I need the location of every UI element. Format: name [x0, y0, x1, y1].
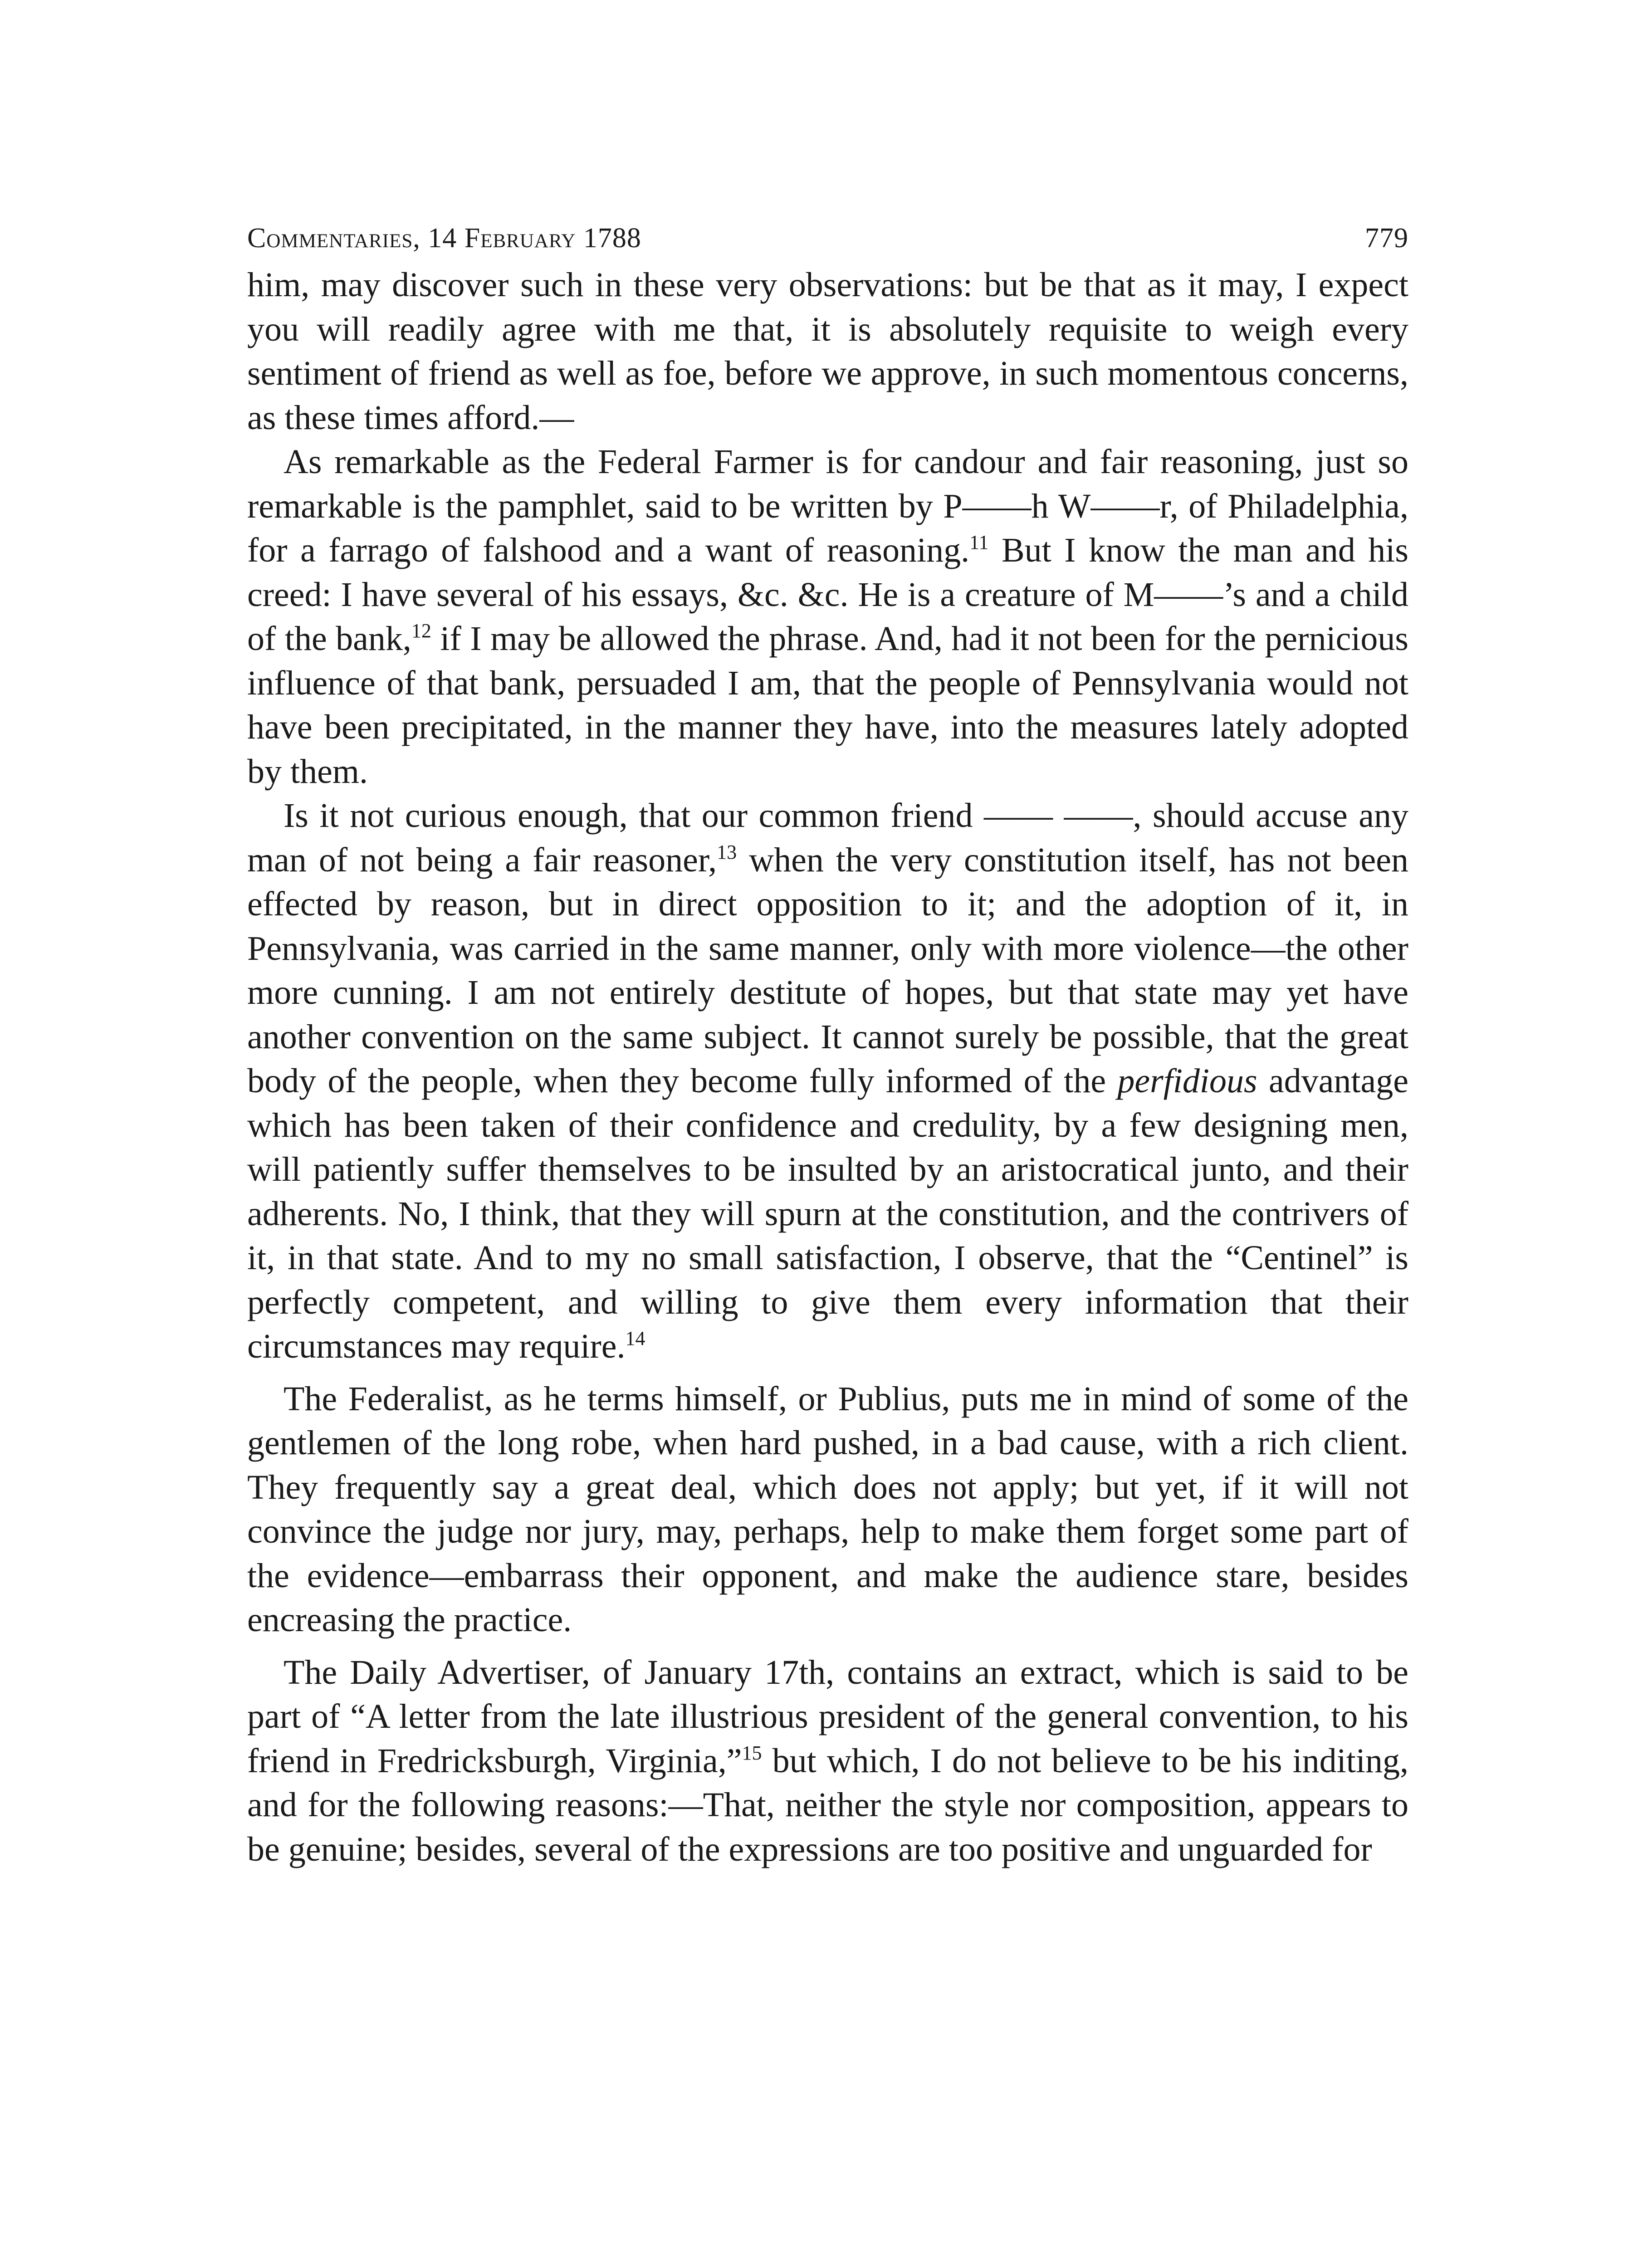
paragraph-2 [247, 440, 1408, 794]
text-run: The Daily Advertiser, of January 17th, contains an extract, which is said to be part of “A letter from the late illustrious president of the general convention, to his friend in Fredricksburgh, Virginia,” [247, 1653, 1408, 1780]
paragraph-1 [247, 263, 1408, 440]
page-number: 779 [1365, 223, 1408, 254]
text-run: him, may discover such in these very observations: but be that as it may, I expect you will readily agree with me that, it is absolutely requisite to weigh every sentiment of friend as well as foe, before we approve, in such momentous concerns, as these times afford.— [247, 266, 1408, 437]
text-run: As remarkable as the Federal Farmer is for candour and fair reasoning, just so remarkable is the pamphlet, said to be written by P——h W——r, of Philadelphia, for a farrago of falshood and a want of reasoning. [247, 443, 1408, 569]
italic-word: perfidious [1117, 1062, 1257, 1100]
text-run: advantage which has been taken of their confidence and credulity, by a few designing men, will patiently suffer themselves to be insulted by an aristocratical junto, and their adherents. No, I think, that they will spurn at the constitution, and the contrivers of it, in that state. And to my no small satisfaction, I observe, that the “Centinel” is perfectly competent, and willing to give them every information that their circumstances may require. [247, 1062, 1408, 1365]
paragraph-3 [247, 794, 1408, 1369]
paragraph-5 [247, 1651, 1408, 1872]
running-title: Commentaries, 14 February 1788 [247, 223, 641, 254]
footnote-ref-12: 12 [411, 620, 431, 642]
book-page [247, 209, 1408, 1872]
text-run: The Federalist, as he terms himself, or Publius, puts me in mind of some of the gentlemen of the long robe, when hard pushed, in a bad cause, with a rich client. They frequently say a great deal, which does not apply; but yet, if it will not convince the judge nor jury, may, perhaps, help to make them forget some part of the evidence—embarrass their opponent, and make the audience stare, besides encreasing the practice. [247, 1379, 1408, 1639]
paragraph-4 [247, 1377, 1408, 1642]
text-run: when the very constitution itself, has not been effected by reason, but in direct opposition to it; and the adoption of it, in Pennsylvania, was carried in the same manner, only with more violence—the other more cunning. I am not entirely destitute of hopes, but that state may yet have another convention on the same subject. It cannot surely be possible, that the great body of the people, when they become fully informed of the [247, 841, 1408, 1100]
text-run: if I may be allowed the phrase. And, had it not been for the pernicious influence of that bank, persuaded I am, that the people of Pennsylvania would not have been precipitated, in the manner they have, into the measures lately adopted by them. [247, 620, 1408, 791]
footnote-ref-13: 13 [717, 841, 737, 863]
running-head [247, 209, 1408, 263]
text-run: but which, I do not believe to be his inditing, and for the following reasons:—That, neither the style nor composition, appears to be genuine; besides, several of the expressions are too positive and unguarded for [247, 1741, 1409, 1868]
footnote-ref-11: 11 [969, 531, 989, 553]
footnote-ref-14: 14 [625, 1327, 645, 1349]
text-run: Is it not curious enough, that our common friend —— ——, should accuse any man of not being a fair reasoner, [247, 797, 1408, 879]
text-run: But I know the man and his creed: I have several of his essays, &c. &c. He is a creature of M——’s and a child of the bank, [247, 531, 1408, 658]
footnote-ref-15: 15 [742, 1741, 762, 1764]
body-text [247, 263, 1408, 1872]
